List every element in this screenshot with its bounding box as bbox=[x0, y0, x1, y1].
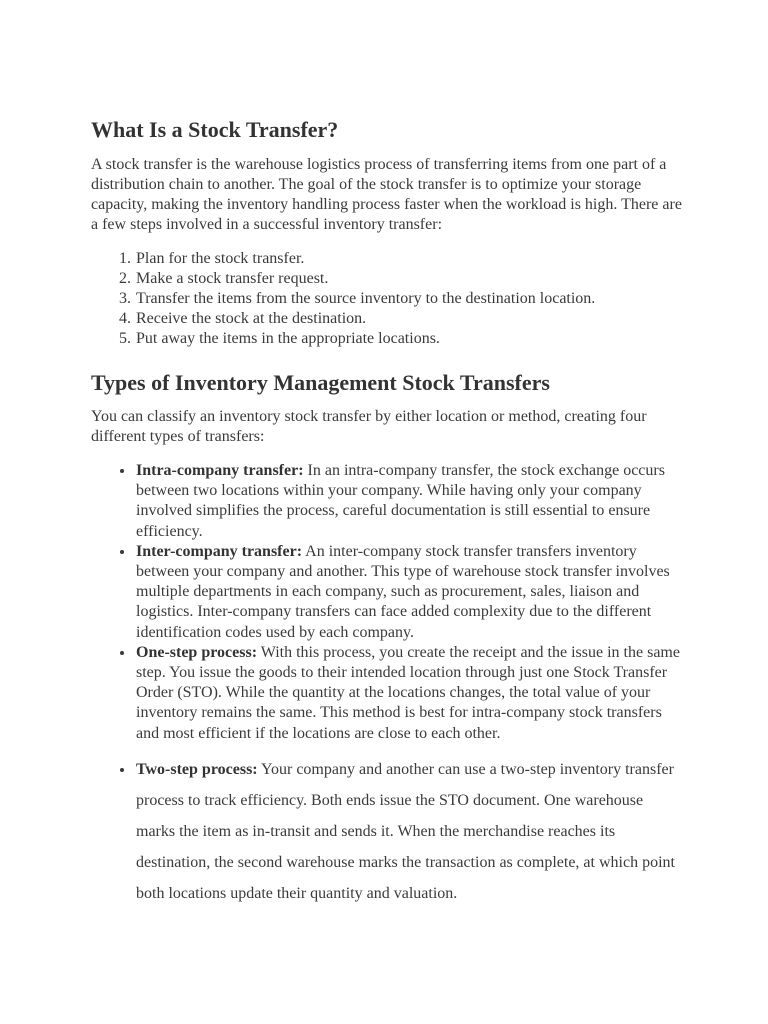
term-label: Inter-company transfer: bbox=[136, 542, 303, 560]
steps-list bbox=[91, 249, 683, 349]
section-heading-transfer-types: Types of Inventory Management Stock Transfers bbox=[91, 370, 550, 395]
term-description: In an intra-company transfer, the stock exchange occurs between two locations within your company. While having only your company involved simplifies the process, careful documentation is still essential to ensure efficiency. bbox=[136, 462, 665, 540]
term-label: Two-step process: bbox=[136, 760, 258, 778]
term-description: An inter-company stock transfer transfers inventory between your company and another. This type of warehouse stock transfer involves multiple departments in each company, such as procurement, sales, liaison and logistics. Inter-company transfers can face added complexity due to the different identification codes used by each company. bbox=[136, 542, 670, 641]
list-item: 4. Receive the stock at the destination. bbox=[135, 309, 683, 329]
section-intro-paragraph: You can classify an inventory stock transfer by either location or method, creating four different types of transfers: bbox=[91, 408, 647, 445]
list-item: 1. Plan for the stock transfer. bbox=[135, 249, 683, 269]
list-item bbox=[135, 542, 683, 643]
section-heading-stock-transfer: What Is a Stock Transfer? bbox=[91, 117, 339, 142]
document-page bbox=[91, 116, 683, 909]
list-item bbox=[135, 461, 683, 542]
term-label: One-step process: bbox=[136, 643, 258, 661]
term-description: With this process, you create the receipt and the issue in the same step. You issue the goods to their intended location through just one Stock Transfer Order (STO). While the quantity at the locations changes, the total value of your inventory remains the same. This method is best for intra-company stock transfers and most efficient if the locations are close to each other. bbox=[136, 643, 680, 742]
list-item: 5. Put away the items in the appropriate locations. bbox=[135, 329, 683, 349]
list-item: 2. Make a stock transfer request. bbox=[135, 269, 683, 289]
term-description: Your company and another can use a two-step inventory transfer process to track efficiency. Both ends issue the STO document. One warehouse marks the item as in-transit and sends it. When the merchandise reaches its destination, the second warehouse marks the transaction as complete, at which point both locations update their quantity and valuation. bbox=[136, 760, 675, 902]
section-intro-paragraph: A stock transfer is the warehouse logistics process of transferring items from one part of a distribution chain to another. The goal of the stock transfer is to optimize your storage capacity, making the inventory handling process faster when the workload is high. There are a few steps involved in a successful inventory transfer: bbox=[91, 156, 682, 233]
term-label: Intra-company transfer: bbox=[136, 462, 304, 479]
transfer-types-list bbox=[91, 461, 683, 909]
list-item bbox=[135, 643, 683, 744]
list-item bbox=[135, 754, 683, 909]
list-item: 3. Transfer the items from the source inventory to the destination location. bbox=[135, 289, 683, 309]
